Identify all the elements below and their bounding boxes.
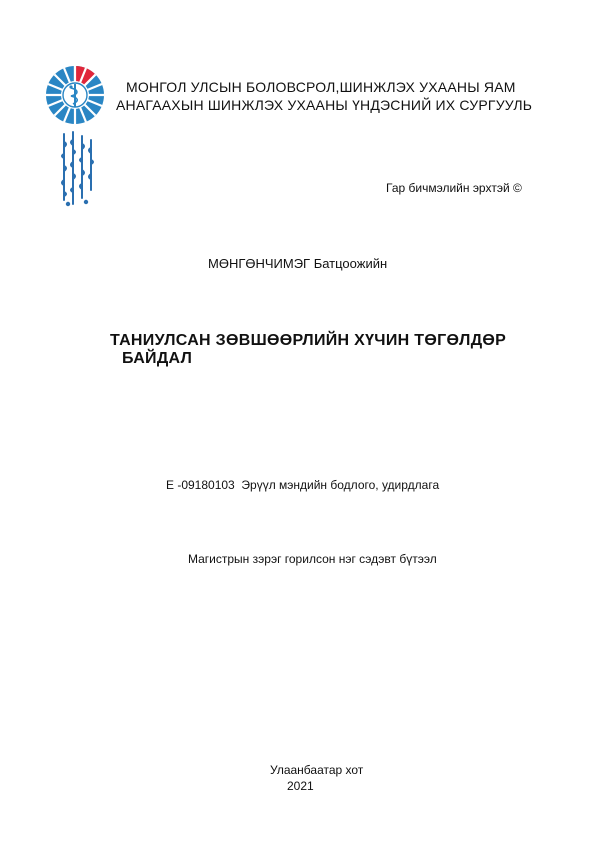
program-code: Е -09180103 Эрүүл мэндийн бодлого, удирдлага — [166, 478, 440, 492]
year: 2021 — [287, 779, 314, 793]
university-logo-icon — [44, 64, 106, 126]
place-name: Улаанбаатар хот — [270, 763, 364, 777]
thesis-title — [110, 332, 550, 368]
thesis-title-line-2: БАЙДАЛ — [122, 350, 193, 367]
author-name: МӨНГӨНЧИМЭГ Батцоожийн — [208, 256, 388, 271]
degree-description: Магистрын зэрэг горилсон нэг сэдэвт бүтээл — [188, 552, 437, 566]
thesis-title-line-1: ТАНИУЛСАН ЗӨВШӨӨРЛИЙН ХҮЧИН ТӨГӨЛДӨР — [110, 332, 507, 349]
copyright-note: Гар бичмэлийн эрхтэй © — [386, 181, 522, 195]
university-name: АНАГААХЫН ШИНЖЛЭХ УХААНЫ ҮНДЭСНИЙ ИХ СУРГУУЛЬ — [116, 97, 533, 113]
ministry-name: МОНГОЛ УЛСЫН БОЛОВСРОЛ,ШИНЖЛЭХ УХААНЫ ЯАМ — [126, 79, 516, 95]
mongolian-script-icon — [56, 130, 100, 208]
